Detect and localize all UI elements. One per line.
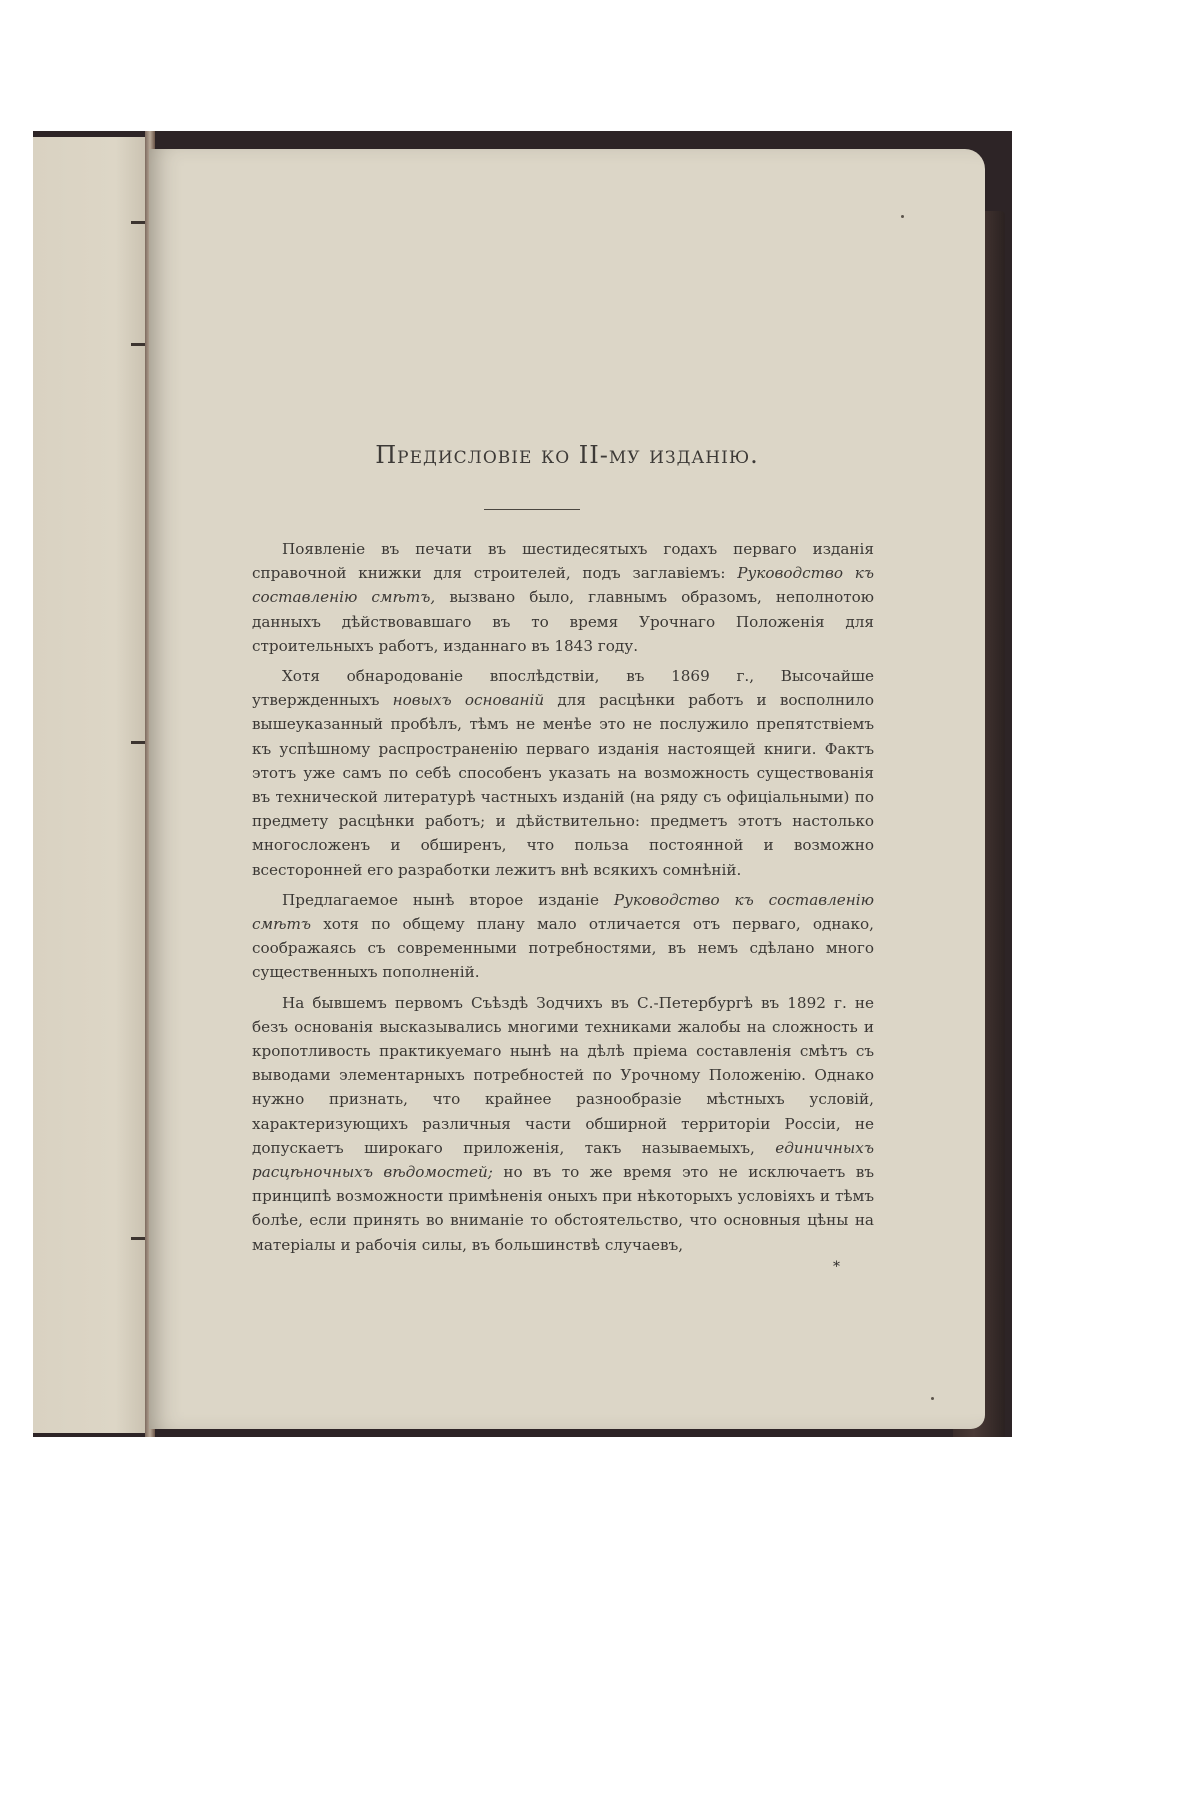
book-title-italic: Руководство къ составленію смѣтъ (252, 890, 874, 934)
paper-speck (901, 215, 904, 218)
paragraph-text: Хотя обнародованіе впослѣдствіи, въ 1869 г., Высочайше утвержденныхъ (252, 667, 874, 710)
paper-speck (931, 1397, 934, 1400)
paragraph-text: хотя по общему плану мало отличается отъ перваго, однако, соображаясь съ современными потребностями, въ немъ сдѣлано много существенныхъ пополненій. (252, 915, 874, 982)
paragraph-text: вызвано было, главнымъ образомъ, неполнотою данныхъ дѣйствовавшаго въ то время Урочнаго Положенія для строительныхъ работъ, изданнаго въ 1843 году. (252, 588, 874, 655)
paragraph-text: но въ то же время это не исключаетъ въ принципѣ возможности примѣненія оныхъ при нѣкоторыхъ условіяхъ и тѣмъ болѣе, если принять во вниманіе то обстоятельство, что основныя цѣны на матеріалы и рабочія силы, въ большинствѣ случаевъ, (252, 1163, 874, 1254)
paragraph-2 (252, 664, 874, 882)
heading-rule (484, 509, 580, 510)
italic-phrase: новыхъ основаній (392, 691, 545, 710)
left-page (33, 137, 153, 1433)
paragraph-4 (252, 991, 874, 1257)
signature-mark: * (833, 1259, 840, 1275)
book-photo (33, 131, 1012, 1437)
preface-body (252, 537, 874, 1263)
page-heading: Предисловіе ко II-му изданію. (375, 441, 759, 469)
paragraph-text: На бывшемъ первомъ Съѣздѣ Зодчихъ въ С.-Петербургѣ въ 1892 г. не безъ основанія высказывались многими техниками жалобы на сложность и кропотливость практикуемаго нынѣ на дѣлѣ пріема составленія смѣтъ съ выводами элементарныхъ потребностей по Урочному Положенію. Однако нужно признать, что крайнее разнообразіе мѣстныхъ условій, характеризующихъ различныя части обширной территоріи Россіи, не допускаетъ широкаго приложенія, такъ называемыхъ, (252, 993, 874, 1157)
paragraph-1 (252, 537, 874, 658)
book-title-italic: Руководство къ составленію смѣтъ, (252, 564, 874, 607)
paragraph-3 (252, 888, 874, 985)
paragraph-text: Предлагаемое нынѣ второе изданіе (282, 890, 614, 909)
paragraph-text: для расцѣнки работъ и восполнило вышеуказанный пробѣлъ, тѣмъ не менѣе это не послужило препятствіемъ къ успѣшному распространенію перваго изданія настоящей книги. Фактъ этотъ уже самъ по себѣ способенъ указать на возможность существованія въ технической литературѣ частныхъ изданій (на ряду съ офиціальными) по предмету расцѣнки работъ; и дѣйствительно: предметъ этотъ настолько многосложенъ и обширенъ, что польза постоянной и возможно всесторонней его разработки лежитъ внѣ всякихъ сомнѣній. (252, 691, 874, 879)
right-page (149, 149, 985, 1429)
paragraph-text: Появленіе въ печати въ шестидесятыхъ годахъ перваго изданія справочной книжки для строителей, подъ заглавіемъ: (252, 540, 874, 583)
italic-phrase: единичныхъ расцѣночныхъ вѣдомостей; (252, 1138, 874, 1182)
